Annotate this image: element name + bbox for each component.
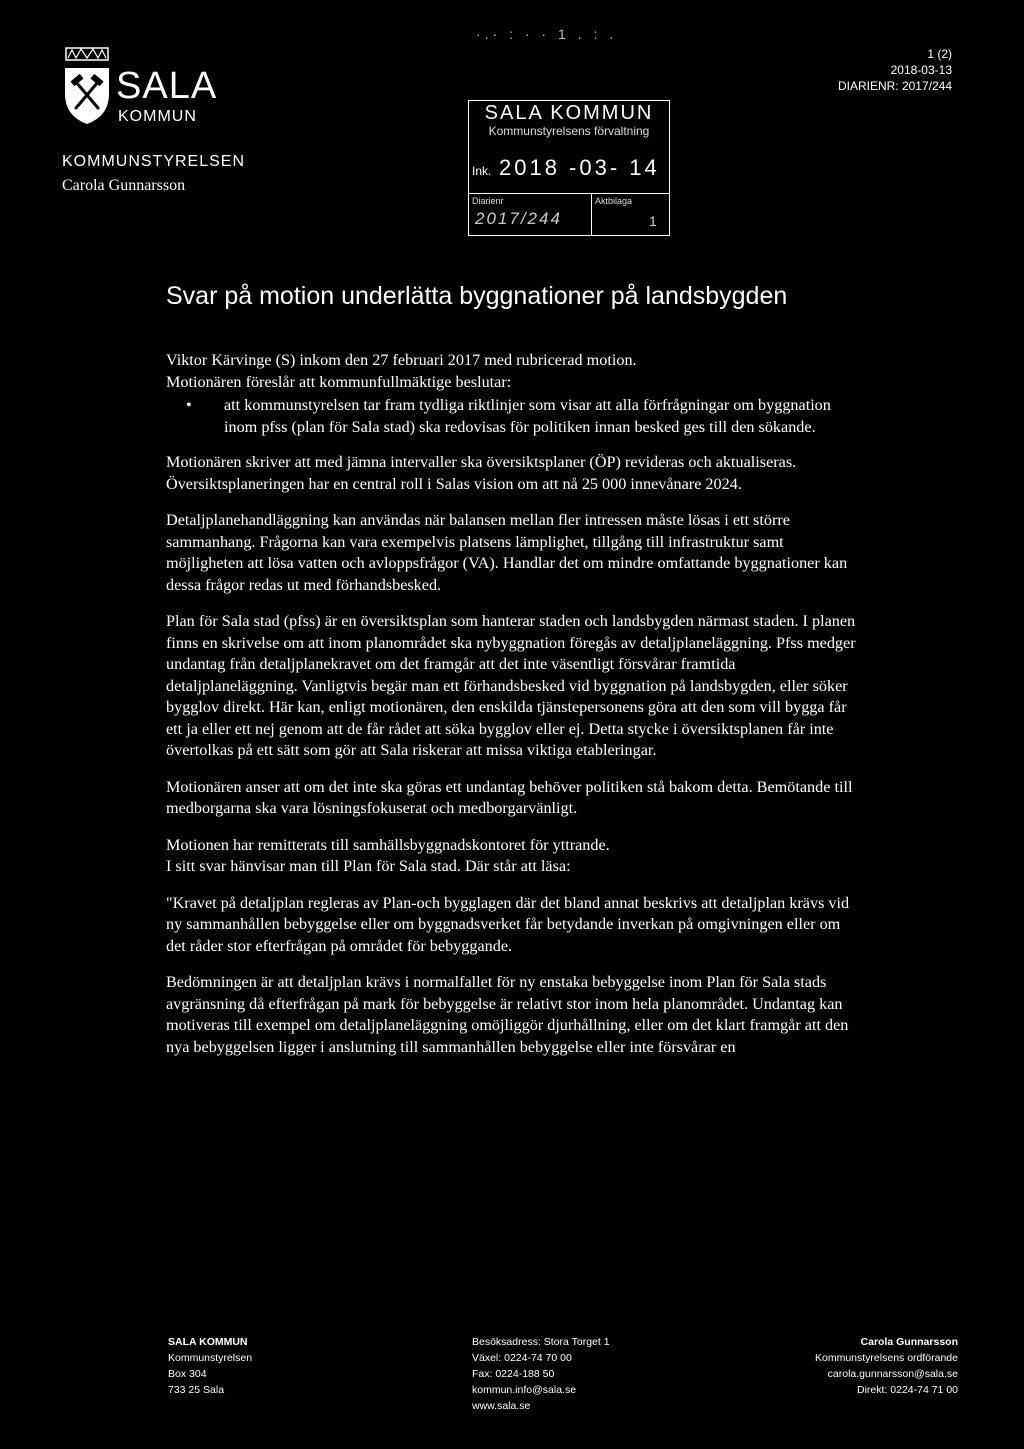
proposal-line: Motionären föreslår att kommunfullmäktige beslutar:: [166, 372, 512, 391]
page-number: 1 (2): [927, 47, 952, 61]
footer-email: carola.gunnarsson@sala.se: [827, 1368, 958, 1380]
footer-website: www.sala.se: [472, 1400, 531, 1412]
stamp-ink-label: Ink.: [472, 164, 492, 178]
stamp-akt-label: Aktbilaga: [595, 196, 633, 206]
paragraph: Motionären skriver att med jämna intervaller ska översiktsplaner (ÖP) revideras och aktualiseras. Översiktsplaneringen har en central roll i Salas vision om att nå 25 000 innevånare 2024.: [166, 453, 797, 493]
footer-signatory: [815, 1334, 958, 1398]
logo-subtitle: KOMMUN: [118, 108, 197, 125]
intro-line: Viktor Kärvinge (S) inkom den 27 februari 2017 med rubricerad motion.: [166, 351, 637, 369]
stamp-org: SALA KOMMUN: [484, 102, 654, 124]
footer-contact: [472, 1334, 610, 1414]
paragraph-intro: [166, 350, 856, 393]
footer-name: Carola Gunnarsson: [860, 1336, 958, 1348]
footer-line: Fax: 0224-188 50: [472, 1368, 555, 1380]
logo-wordmark: SALA: [116, 65, 218, 107]
sender-name: Carola Gunnarsson: [62, 177, 186, 194]
footer-address: [168, 1334, 252, 1398]
diary-number: DIARIENR: 2017/244: [837, 79, 952, 93]
sala-kommun-logo: [62, 46, 262, 136]
footer-line: Kommunstyrelsens ordförande: [815, 1352, 958, 1364]
referral-line: Motionen har remitterats till samhällsbyggnadskontoret för yttrande.: [166, 835, 610, 854]
footer-email: kommun.info@sala.se: [472, 1384, 577, 1396]
department-name: KOMMUNSTYRELSEN: [62, 153, 246, 170]
paragraph: Bedömningen är att detaljplan krävs i normalfallet för ny enstaka bebyggelse inom Plan för Sala stads avgränsning då efterfrågan på mark för bebyggelse är relativt stor inom hela planområdet. Undantag kan motiveras till exempel om detaljplaneläggning omöjliggör djurhållning, eller om det klart framgår att den nya bebyggelsen ligger i anslutning till sammanhållen bebyggelse eller inte försvårar en: [166, 973, 849, 1056]
paragraph: Detaljplanehandläggning kan användas när balansen mellan fler intressen måste lösas i ett större sammanhang. Frågorna kan vara exempelvis platsens lämplighet, tillgång till infrastruktur samt möjligheten att lösa vatten och avloppsfrågor (VA). Handlar det om mindre omfattande byggnationer kan dessa frågor redas ut med förhandsbesked.: [166, 511, 848, 594]
proposal-list: [166, 395, 856, 438]
list-item: • att kommunstyrelsen tar fram tydliga riktlinjer som visar att alla förfrågningar om byggnation inom pfss (plan för Sala stad) ska redovisas för politiken innan besked ges till den sökande.: [166, 395, 856, 438]
quote-paragraph: "Kravet på detaljplan regleras av Plan-och bygglagen där det bland annat beskrivs att detaljplan krävs vid ny sammanhållen bebyggelse eller om byggnadsverket får betydande inverkan på omgivningen eller om det råder stor efterfrågan på området för bebyggande.: [166, 893, 850, 955]
paragraph: Motionären anser att om det inte ska göras ett undantag behöver politiken stå bakom detta. Bemötande till medborgarna ska vara lösningsfokuserat och medborgarvänligt.: [166, 777, 853, 817]
footer-line: Kommunstyrelsen: [168, 1352, 253, 1364]
document-body: [166, 350, 856, 1073]
footer-org: SALA KOMMUN: [168, 1336, 248, 1348]
footer-line: Växel: 0224-74 70 00: [472, 1352, 572, 1364]
stamp-divider: [469, 193, 669, 194]
footer-line: Besöksadress: Stora Torget 1: [472, 1336, 610, 1348]
footer-line: Box 304: [168, 1368, 207, 1380]
reference-line: I sitt svar hänvisar man till Plan för Sala stad. Där står att läsa:: [166, 857, 571, 875]
paragraph: [166, 835, 856, 878]
paragraph: Plan för Sala stad (pfss) är en översiktsplan som hanterar staden och landsbygden närmast staden. I planen finns en skrivelse om att inom planområdet ska nybyggnation föregås av detaljplaneläggning. Pfss medger undantag från detaljplanekravet om det framgår att det inte väsentligt försvårar framtida detaljplaneläggning. Vanligtvis begär man ett förhandsbesked vid byggnation på landsbygden, eller söker bygglov direkt. Här kan, enligt motionären, den enskilda tjänstepersonens göra att den som vill bygga får ett ja eller ett nej genom att de får rådet att söka bygglov eller ej. Detta stycke i översiktsplanen får inte övertolkas på ett sätt som gör att Sala riskerar att missa viktiga etableringar.: [166, 612, 856, 759]
document-date: 2018-03-13: [890, 63, 952, 77]
stamp-diarie-label: Diarienr: [472, 196, 504, 206]
stamp-diary-number: 2017/244: [475, 209, 562, 228]
stamp-date: 2018 -03- 14: [499, 155, 660, 180]
stamp-akt-value: 1: [649, 213, 657, 229]
document-title: Svar på motion underlätta byggnationer på landsbygden: [166, 282, 788, 310]
footer-line: 733 25 Sala: [168, 1384, 225, 1396]
footer-line: Direkt: 0224-74 71 00: [857, 1384, 958, 1396]
municipal-crest-icon: [62, 46, 112, 126]
received-stamp: [468, 100, 670, 236]
scan-artifact-text: ·.· : · · 1 . : .: [476, 26, 618, 42]
stamp-divider-vertical: [591, 193, 592, 235]
stamp-subtitle: Kommunstyrelsens förvaltning: [488, 124, 650, 138]
